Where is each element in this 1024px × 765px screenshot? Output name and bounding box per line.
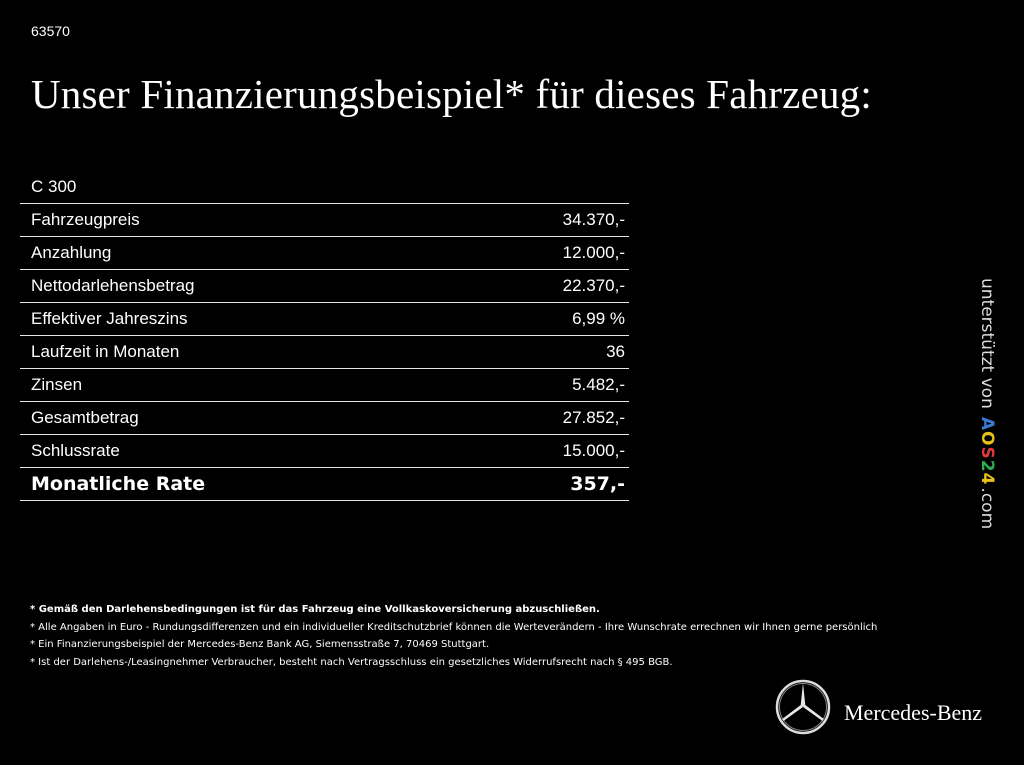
table-row: [20, 303, 629, 336]
row-value: 5.482,-: [572, 375, 625, 394]
footnote: * Ist der Darlehens-/Leasingnehmer Verbraucher, besteht nach Vertragsschluss ein gesetzliches Widerrufsrecht nach § 495 BGB.: [30, 656, 673, 668]
row-label: Nettodarlehensbetrag: [31, 276, 195, 295]
row-label: Gesamtbetrag: [31, 408, 139, 427]
page-title: Unser Finanzierungsbeispiel* für dieses Fahrzeug:: [31, 71, 872, 117]
row-value: 15.000,-: [562, 441, 625, 460]
financing-table: [20, 170, 629, 501]
aos24-logo: AOS24: [977, 416, 997, 486]
table-row: [20, 369, 629, 402]
row-value: 36: [606, 342, 625, 361]
table-row: [20, 204, 629, 237]
row-label: Fahrzeugpreis: [31, 210, 140, 229]
row-label: Laufzeit in Monaten: [31, 342, 180, 361]
row-value: 27.852,-: [562, 408, 625, 427]
row-value: 34.370,-: [562, 210, 625, 229]
row-label: Effektiver Jahreszins: [31, 309, 188, 328]
table-row: [20, 435, 629, 468]
row-label: Zinsen: [31, 375, 83, 394]
reference-number: 63570: [31, 23, 70, 39]
monthly-rate-row: [20, 468, 629, 501]
footnote: * Alle Angaben in Euro - Rundungsdifferenzen und ein individueller Kreditschutzbrief können die Werteverändern - Ihre Wunschrate errechnen wir Ihnen gerne persönlich: [30, 621, 878, 633]
table-row: [20, 402, 629, 435]
footnote: * Ein Finanzierungsbeispiel der Mercedes-Benz Bank AG, Siemensstraße 7, 70469 Stuttgart.: [30, 639, 490, 650]
table-row: [20, 237, 629, 270]
row-label: Schlussrate: [31, 441, 120, 460]
monthly-rate-label: Monatliche Rate: [31, 473, 206, 495]
mercedes-star-icon: [774, 678, 832, 736]
sponsor-prefix: unterstützt von: [977, 278, 997, 409]
sponsor-credit: [977, 278, 997, 529]
brand-name: Mercedes-Benz: [844, 700, 983, 725]
table-row: [20, 270, 629, 303]
row-label: Anzahlung: [31, 243, 112, 262]
sponsor-suffix: .com: [977, 487, 997, 530]
row-value: 6,99 %: [572, 309, 625, 328]
monthly-rate-value: 357,-: [570, 473, 625, 495]
model-name: C 300: [20, 170, 629, 204]
table-row: [20, 336, 629, 369]
row-value: 12.000,-: [562, 243, 625, 262]
row-value: 22.370,-: [562, 276, 625, 295]
footnote: * Gemäß den Darlehensbedingungen ist für das Fahrzeug eine Vollkaskoversicherung abzuschließen.: [30, 604, 600, 615]
footnotes: [30, 601, 1010, 671]
